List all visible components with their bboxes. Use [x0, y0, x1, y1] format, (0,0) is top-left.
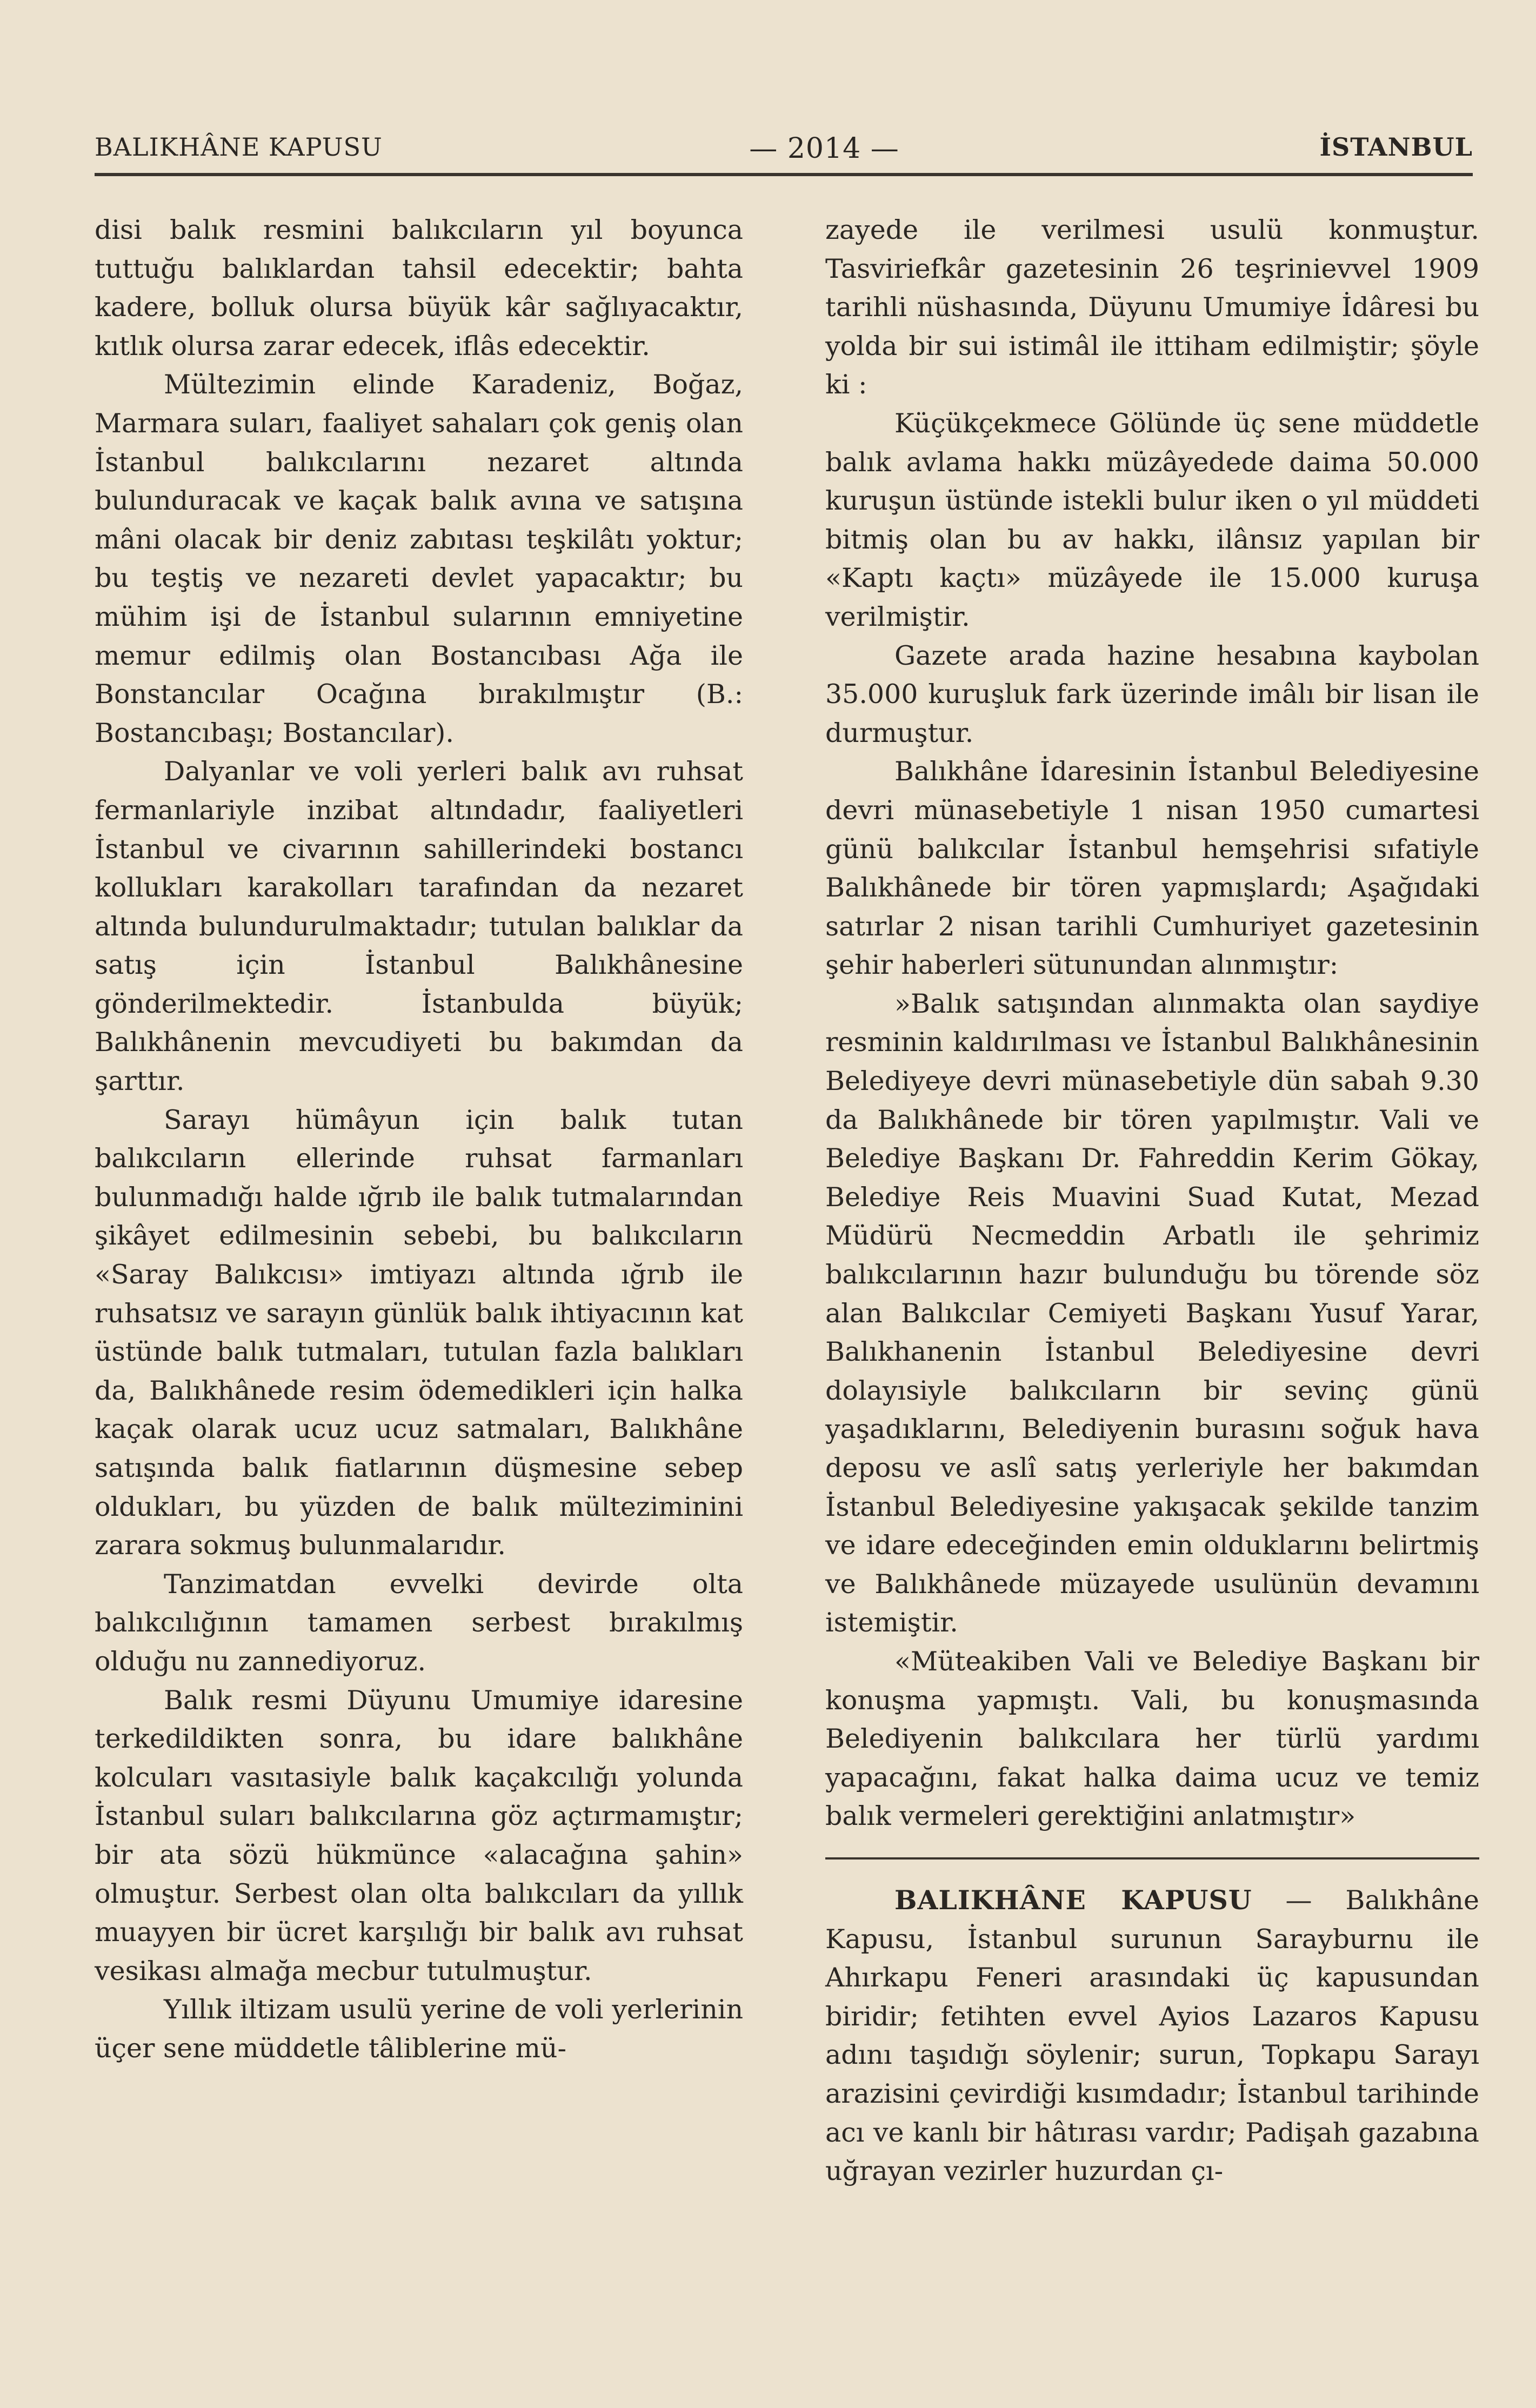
- left-column: [95, 211, 743, 2068]
- entry-paragraph: [825, 1881, 1479, 2191]
- paragraph: zayede ile verilmesi usulü konmuştur. Tasviriefkâr gazetesinin 26 teşrinievvel 1909 tarihli nüshasında, Düyunu Umumiye İdâresi bu yolda bir sui istimâl ile ittiham edilmiştir; şöyle ki :: [825, 215, 1479, 400]
- paragraph: Sarayı hümâyun için balık tutan balıkcıların ellerinde ruhsat farmanları bulunmadığı halde ığrıb ile balık tutmalarından şikâyet edilmesinin sebebi, bu balıkcıların «Saray Balıkcısı» imtiyazı altında ığrıb ile ruhsatsız ve sarayın günlük balık ihtiyacının kat üstünde balık tutmaları, tutulan fazla balıkları da, Balıkhânede resim ödemedikleri için halka kaçak olarak ucuz ucuz satmaları, Balıkhâne satışında balık fiatlarının düşmesine sebep oldukları, bu yüzden de balık mülteziminini zarara sokmuş bulunmalarıdır.: [95, 1104, 743, 1561]
- volume-name: İSTANBUL: [1319, 132, 1473, 162]
- paragraph: Balıkhâne İdaresinin İstanbul Belediyesine devri münasebetiyle 1 nisan 1950 cumartesi günü balıkcılar İstanbul hemşehrisi sıfatiyle Balıkhânede bir tören yapmışlardı; Aşağıdaki satırlar 2 nisan tarihli Cumhuriyet gazetesinin şehir haberleri sütunundan alınmıştır:: [825, 756, 1479, 981]
- running-title: BALIKHÂNE KAPUSU: [95, 132, 383, 162]
- paragraph: Gazete arada hazine hesabına kaybolan 35.000 kuruşluk fark üzerinde imâlı bir lisan ile durmuştur.: [825, 640, 1479, 748]
- paragraph: Yıllık iltizam usulü yerine de voli yerlerinin üçer sene müddetle tâliblerine mü-: [95, 1994, 743, 2064]
- paragraph: disi balık resmini balıkcıların yıl boyunca tuttuğu balıklardan tahsil edecektir; bahta kadere, bolluk olursa büyük kâr sağlıyacaktır, kıtlık olursa zarar edecek, iflâs edecektir.: [95, 215, 743, 362]
- entry-title: BALIKHÂNE KAPUSU: [894, 1884, 1252, 1916]
- entry-text: — Balıkhâne Kapusu, İstanbul surunun Sarayburnu ile Ahırkapu Feneri arasındaki üç kapusundan biridir; fetihten evvel Ayios Lazaros Kapusu adını taşıdığı söylenir; surun, Topkapu Sarayı arazisini çevirdiği kısımdadır; İstanbul tarihinde acı ve kanlı bir hâtırası vardır; Padişah gazabına uğrayan vezirler huzurdan çı-: [825, 1884, 1479, 2187]
- page-number: — 2014 —: [749, 132, 899, 165]
- quoted-paragraph: »Balık satışından alınmakta olan saydiye resminin kaldırılması ve İstanbul Balıkhânesinin Belediyeye devri münasebetiyle dün sabah 9.30 da Balıkhânede bir tören yapılmıştır. Vali ve Belediye Başkanı Dr. Fahreddin Kerim Gökay, Belediye Reis Muavini Suad Kutat, Mezad Müdürü Necmeddin Arbatlı ile şehrimiz balıkcılarının hazır bulunduğu bu törende söz alan Balıkcılar Cemiyeti Başkanı Yusuf Yarar, Balıkhanenin İstanbul Belediyesine devri dolayısiyle balıkcıların bir sevinç günü yaşadıklarını, Belediyenin burasını soğuk hava deposu ve aslî satış yerleriyle her bakımdan İstanbul Belediyesine yakışacak şekilde tanzim ve idare edeceğinden emin olduklarını belirtmiş ve Balıkhânede müzayede usulünün devamını istemiştir.: [825, 988, 1479, 1638]
- paragraph: Tanzimatdan evvelki devirde olta balıkcılığının tamamen serbest bırakılmış olduğu nu zannediyoruz.: [95, 1568, 743, 1677]
- paragraph: Mültezimin elinde Karadeniz, Boğaz, Marmara suları, faaliyet sahaları çok geniş olan İstanbul balıkcılarını nezaret altında bulunduracak ve kaçak balık avına ve satışına mâni olacak bir deniz zabıtası teşkilâtı yoktur; bu teştiş ve nezareti devlet yapacaktır; bu mühim işi de İstanbul sularının emniyetine memur edilmiş olan Bostancıbası Ağa ile Bonstancılar Ocağına bırakılmıştır (B.: Bostancıbaşı; Bostancılar).: [95, 369, 743, 748]
- page-header: [95, 132, 1473, 176]
- paragraph: Küçükçekmece Gölünde üç sene müddetle balık avlama hakkı müzâyedede daima 50.000 kuruşun üstünde istekli bulur iken o yıl müddeti bitmiş olan bu av hakkı, ilânsız yapılan bir «Kaptı kaçtı» müzâyede ile 15.000 kuruşa verilmiştir.: [825, 407, 1479, 632]
- paragraph: Dalyanlar ve voli yerleri balık avı ruhsat fermanlariyle inzibat altındadır, faaliyetleri İstanbul ve civarının sahillerindeki bostancı kollukları karakolları tarafından da nezaret altında bulundurulmaktadır; tutulan balıklar da satış için İstanbul Balıkhânesine gönderilmektedir. İstanbulda büyük; Balıkhânenin mevcudiyeti bu bakımdan da şarttır.: [95, 756, 743, 1097]
- quoted-paragraph: «Müteakiben Vali ve Belediye Başkanı bir konuşma yapmıştı. Vali, bu konuşmasında Belediyenin balıkcılara her türlü yardımı yapacağını, fakat halka daima ucuz ve temiz balık vermeleri gerektiğini anlatmıştır»: [825, 1646, 1479, 1832]
- header-rule: [95, 173, 1473, 176]
- spacer: [825, 1836, 1479, 1857]
- right-column: [825, 211, 1479, 2191]
- section-rule: [825, 1857, 1479, 1859]
- paragraph: Balık resmi Düyunu Umumiye idaresine terkedildikten sonra, bu idare balıkhâne kolcuları vasıtasiyle balık kaçakcılığı yolunda İstanbul suları balıkcılarına göz açtırmamıştır; bir ata sözü hükmünce «alacağına şahin» olmuştur. Serbest olan olta balıkcıları da yıllık muayyen bir ücret karşılığı bir balık avı ruhsat vesikası almağa mecbur tutulmuştur.: [95, 1684, 743, 1986]
